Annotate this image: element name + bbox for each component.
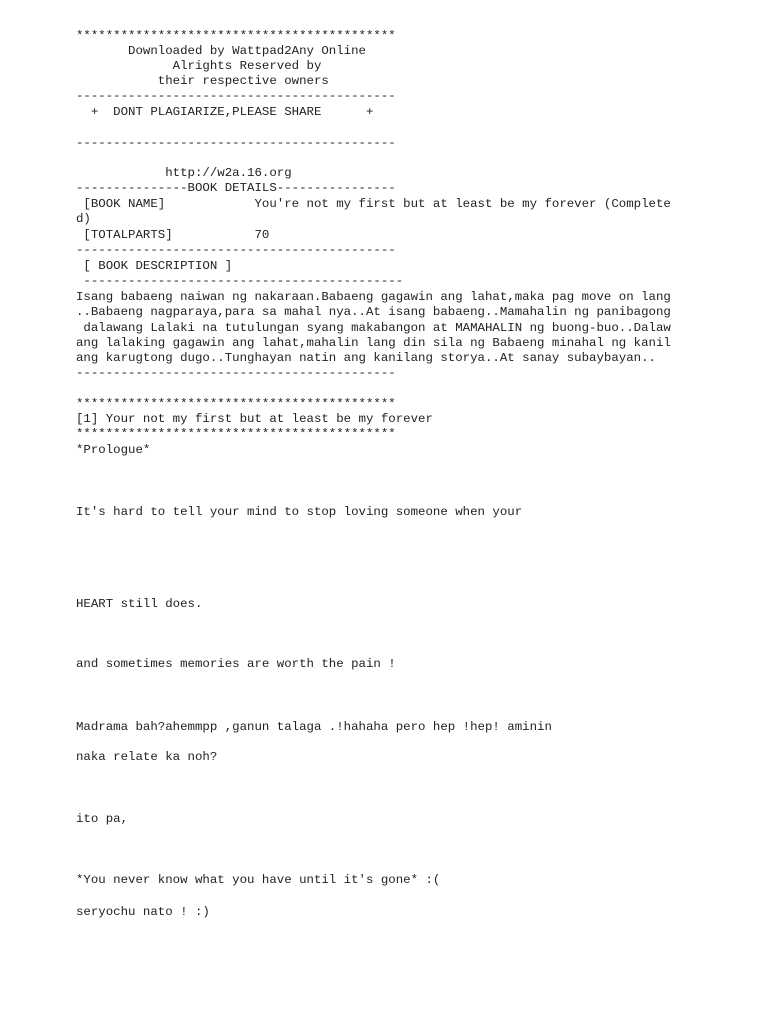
book-details-heading: ---------------BOOK DETAILS---------------- [76, 181, 396, 195]
divider-line: ------------------------------------------- [76, 243, 396, 257]
description-line: Isang babaeng naiwan ng nakaraan.Babaeng gagawin ang lahat,maka pag move on lang [76, 290, 671, 304]
owners-line: their respective owners [76, 74, 329, 88]
story-paragraph: naka relate ka noh? [76, 750, 218, 764]
chapter-stars-top: ******************************************* [76, 397, 396, 411]
total-parts-line: [TOTALPARTS] 70 [76, 228, 270, 242]
source-url: http://w2a.16.org [76, 166, 292, 180]
divider-line: ------------------------------------------- [76, 89, 396, 103]
divider-line: ------------------------------------------- [76, 136, 396, 150]
chapter-title: [1] Your not my first but at least be my forever [76, 412, 433, 426]
chapter-stars-bottom: ******************************************* [76, 427, 396, 441]
story-paragraph: *You never know what you have until it's gone* :( [76, 873, 441, 887]
divider-line: ------------------------------------------- [76, 366, 396, 380]
stars-top: ******************************************* [76, 29, 396, 43]
story-paragraph: It's hard to tell your mind to stop loving someone when your [76, 505, 523, 519]
book-description-heading: [ BOOK DESCRIPTION ] [76, 259, 233, 273]
description-line: dalawang Lalaki na tutulungan syang makabangon at MAMAHALIN ng buong-buo..Dalaw [76, 321, 671, 335]
divider-line: ------------------------------------------- [76, 274, 404, 288]
share-notice: + DONT PLAGIARIZE,PLEASE SHARE + [76, 105, 374, 119]
description-line: ang lalaking gagawin ang lahat,mahalin lang din sila ng Babaeng minahal ng kanil [76, 336, 671, 350]
story-paragraph: ito pa, [76, 812, 129, 826]
story-paragraph: seryochu nato ! :) [76, 905, 210, 919]
downloaded-by-line: Downloaded by Wattpad2Any Online [76, 44, 366, 58]
book-name-line-wrap: d) [76, 212, 91, 226]
description-line: ..Babaeng nagparaya,para sa mahal nya..At isang babaeng..Mamahalin ng panibagong [76, 305, 671, 319]
book-name-line: [BOOK NAME] You're not my first but at least be my forever (Complete [76, 197, 671, 211]
story-paragraph: HEART still does. [76, 597, 203, 611]
rights-line: Alrights Reserved by [76, 59, 322, 73]
story-paragraph: Madrama bah?ahemmpp ,ganun talaga .!hahaha pero hep !hep! aminin [76, 720, 552, 734]
description-line: ang karugtong dugo..Tunghayan natin ang kanilang storya..At sanay subaybayan.. [76, 351, 656, 365]
chapter-subtitle: *Prologue* [76, 443, 151, 457]
story-paragraph: and sometimes memories are worth the pain ! [76, 657, 396, 671]
